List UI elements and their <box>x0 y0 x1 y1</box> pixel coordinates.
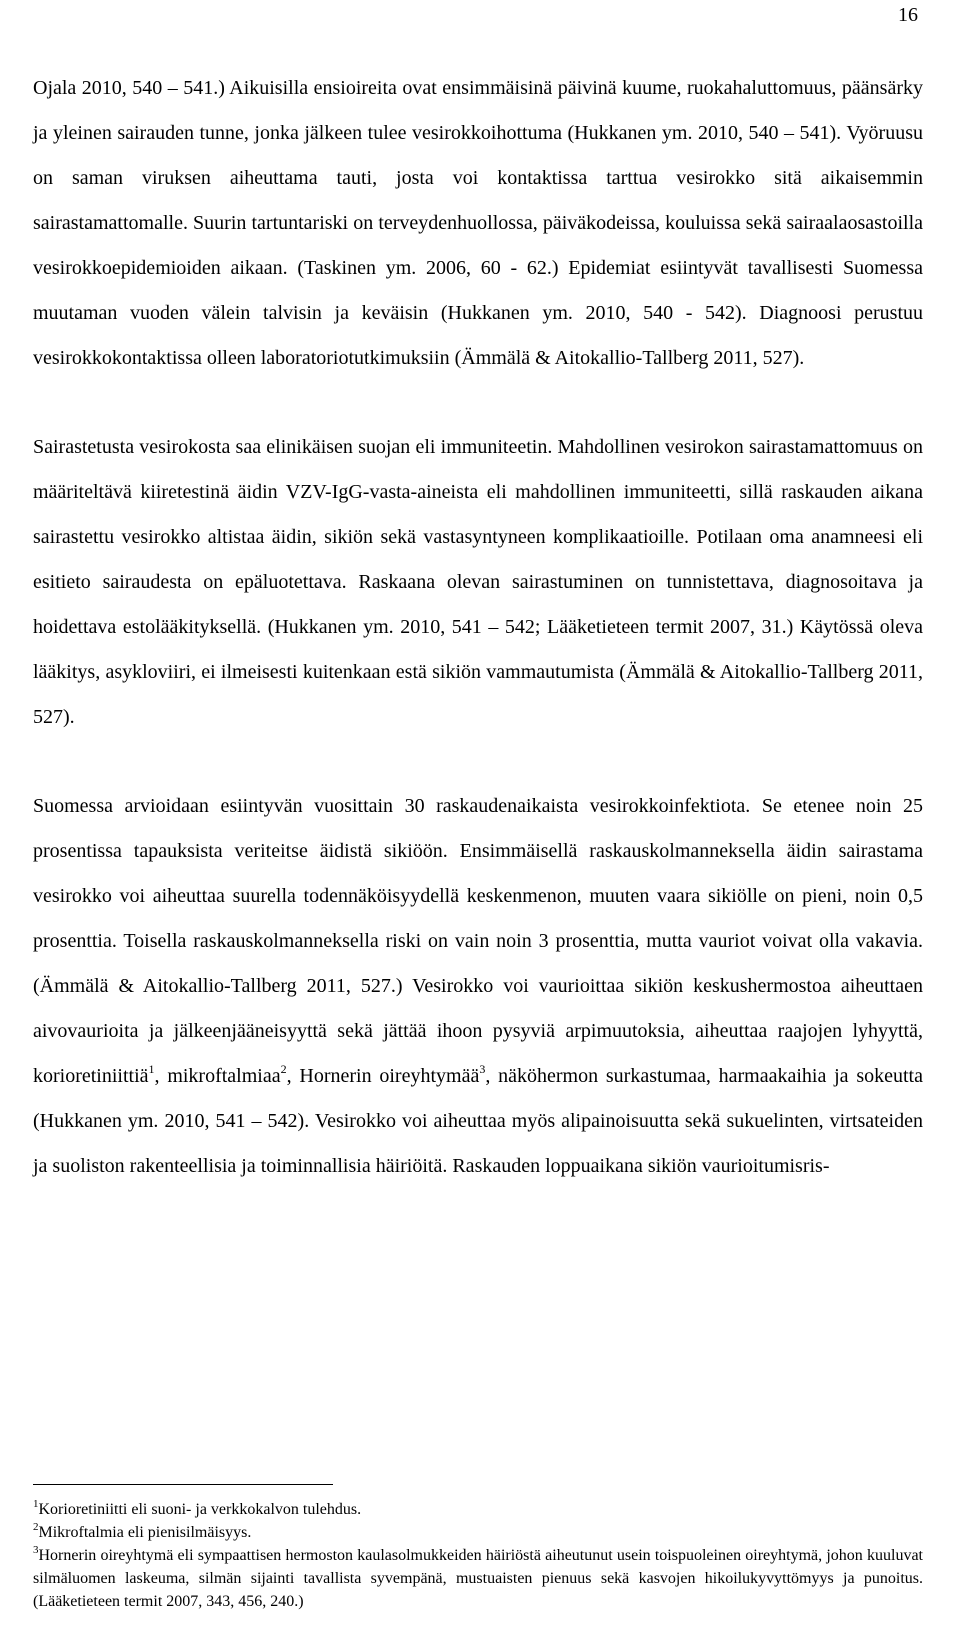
page-number: 16 <box>898 4 918 26</box>
footnote-number: 3 <box>33 1544 39 1556</box>
footnote-3 <box>33 1544 923 1613</box>
paragraph-1: Ojala 2010, 540 – 541.) Aikuisilla ensioireita ovat ensimmäisinä päivinä kuume, ruokahaluttomuus, päänsärky ja yleinen sairauden tunne, jonka jälkeen tulee vesirokkoihottuma (Hukkanen ym. 2010, 540 – 541). Vyöruusu on saman viruksen aiheuttama tauti, josta voi kontaktissa tarttua vesirokko sitä aikaisemmin sairastamattomalle. Suurin tartuntariski on terveydenhuollossa, päiväkodeissa, kouluissa sekä sairaalaosastoilla vesirokkoepidemioiden aikaan. (Taskinen ym. 2006, 60 - 62.) Epidemiat esiintyvät tavallisesti Suomessa muutaman vuoden välein talvisin ja keväisin (Hukkanen ym. 2010, 540 - 542). Diagnoosi perustuu vesirokkokontaktissa olleen laboratoriotutkimuksiin (Ämmälä & Aitokallio-Tallberg 2011, 527). <box>33 77 923 369</box>
footnote-ref-3: 3 <box>479 1062 486 1076</box>
paragraph-3-text-b: , mikroftalmiaa <box>154 1065 281 1087</box>
footnote-text: Mikroftalmia eli pienisilmäisyys. <box>38 1524 252 1541</box>
footnote-number: 1 <box>33 1498 39 1510</box>
paragraph-3-text-a: Suomessa arvioidaan esiintyvän vuosittain 30 raskaudenaikaista vesirokkoinfektiota. Se etenee noin 25 prosentissa tapauksista veriteitse äidistä sikiöön. Ensimmäisellä raskauskolmanneksella äidin sairastama vesirokko voi aiheuttaa suurella todennäköisyydellä keskenmenon, muuten vaara sikiölle on pieni, noin 0,5 prosenttia. Toisella raskauskolmanneksella riski on vain noin 3 prosenttia, mutta vauriot voivat olla vakavia. (Ämmälä & Aitokallio-Tallberg 2011, 527.) Vesirokko voi vaurioittaa sikiön keskushermostoa aiheuttaen aivovaurioita ja jälkeenjääneisyyttä sekä jättää ihoon pysyviä arpimuutoksia, aiheuttaa raajojen lyhyyttä, korioretiniittiä <box>33 795 923 1087</box>
footnotes <box>33 1498 923 1613</box>
footnote-1 <box>33 1498 923 1521</box>
footnote-2 <box>33 1521 923 1544</box>
footnote-number: 2 <box>33 1521 39 1533</box>
paragraph-3 <box>33 784 923 1189</box>
footnote-divider <box>33 1484 333 1485</box>
body-text <box>33 66 923 1189</box>
footnote-ref-2: 2 <box>280 1062 287 1076</box>
paragraph-3-text-d: , näköhermon surkastumaa, harmaakaihia ja sokeutta (Hukkanen ym. 2010, 541 – 542). Vesirokko voi aiheuttaa myös alipainoisuutta sekä sukuelinten, virtsateiden ja suoliston rakenteellisia ja toiminnallisia häiriöitä. Raskauden loppuaikana sikiön vaurioitumisris- <box>33 1065 923 1177</box>
paragraph-3-text-c: , Hornerin oireyhtymää <box>286 1065 480 1087</box>
paragraph-2: Sairastetusta vesirokosta saa elinikäisen suojan eli immuniteetin. Mahdollinen vesirokon sairastamattomuus on määriteltävä kiiretestinä äidin VZV-IgG-vasta-aineista eli mahdollinen immuniteetti, sillä raskauden aikana sairastettu vesirokko altistaa äidin, sikiön sekä vastasyntyneen komplikaatioille. Potilaan oma anamneesi eli esitieto sairaudesta on epäluotettava. Raskaana olevan sairastuminen on tunnistettava, diagnosoitava ja hoidettava estolääkityksellä. (Hukkanen ym. 2010, 541 – 542; Lääketieteen termit 2007, 31.) Käytössä oleva lääkitys, asykloviiri, ei ilmeisesti kuitenkaan estä sikiön vammautumista (Ämmälä & Aitokallio-Tallberg 2011, 527). <box>33 436 923 728</box>
footnote-text: Hornerin oireyhtymä eli sympaattisen hermoston kaulasolmukkeiden häiriöstä aiheutunut usein toispuoleinen oireyhtymä, johon kuuluvat silmäluomen laskeuma, silmän sijainti tavallista syvempänä, mustuaisten pienuus sekä kasvojen hikoilukyvyttömyys ja punoitus. (Lääketieteen termit 2007, 343, 456, 240.) <box>33 1547 923 1610</box>
footnote-text: Korioretiniitti eli suoni- ja verkkokalvon tulehdus. <box>38 1501 362 1518</box>
footnote-ref-1: 1 <box>148 1062 155 1076</box>
